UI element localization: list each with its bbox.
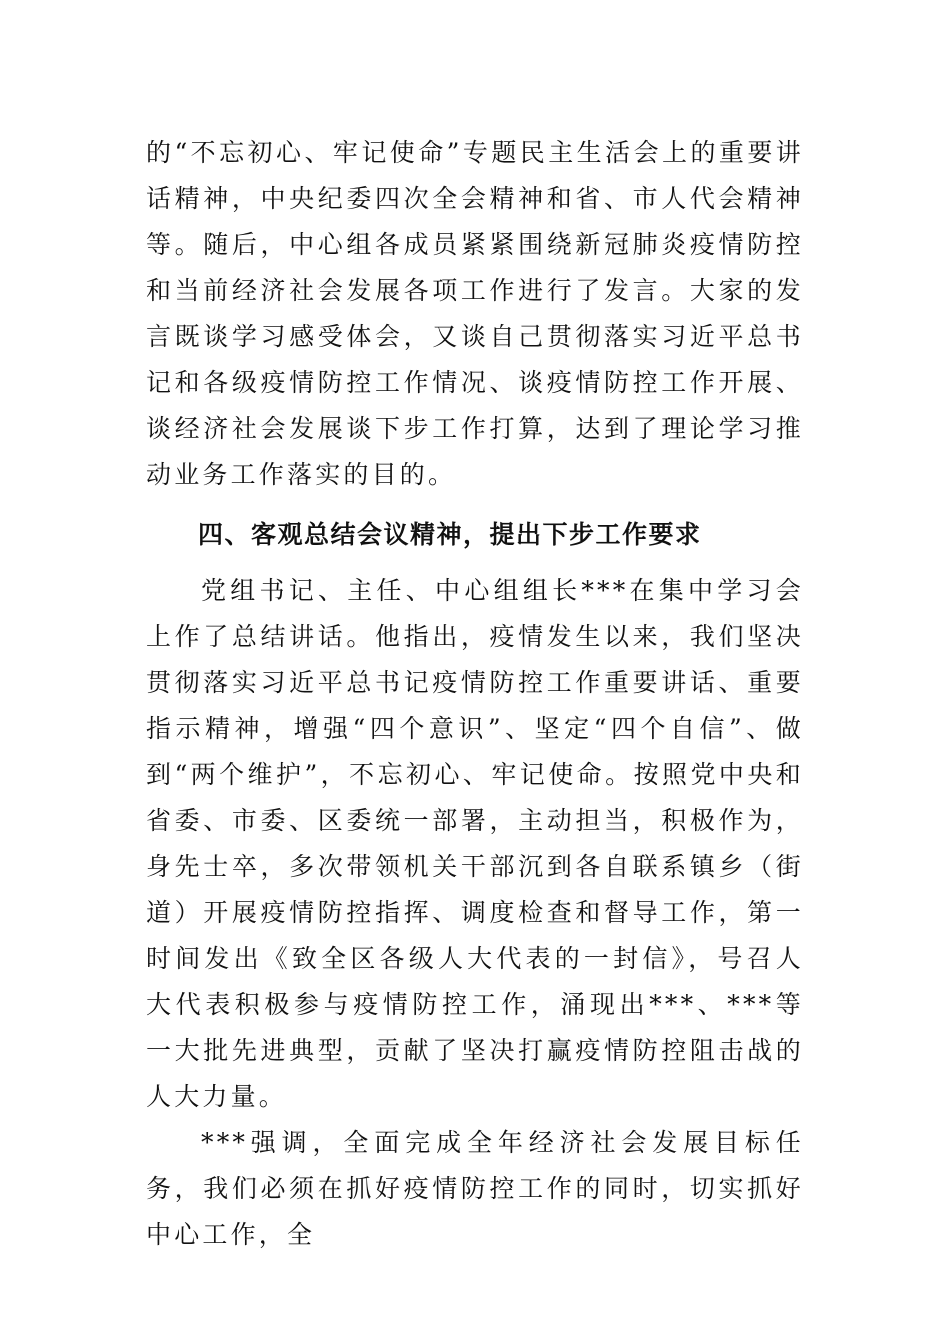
paragraph-summary-speech: 党组书记、主任、中心组组长***在集中学习会上作了总结讲话。他指出，疫情发生以来，我们坚决贯彻落实习近平总书记疫情防控工作重要讲话、重要指示精神，增强“四个意识”、坚定“四个自信”、做到“两个维护”，不忘初心、牢记使命。按照党中央和省委、市委、区委统一部署，主动担当，积极作为，身先士卒，多次带领机关干部沉到各自联系镇乡（街道）开展疫情防控指挥、调度检查和督导工作，第一时间发出《致全区各级人大代表的一封信》，号召人大代表积极参与疫情防控工作，涌现出***、***等一大批先进典型，贡献了坚决打赢疫情防控阻击战的人大力量。 [146, 576, 804, 1111]
document-body [146, 130, 804, 1258]
paragraph-continued: 的“不忘初心、牢记使命”专题民主生活会上的重要讲话精神，中央纪委四次全会精神和省、市人代会精神等。随后，中心组各成员紧紧围绕新冠肺炎疫情防控和当前经济社会发展各项工作进行了发言。大家的发言既谈学习感受体会，又谈自己贯彻落实习近平总书记和各级疫情防控工作情况、谈疫情防控工作开展、谈经济社会发展谈下步工作打算，达到了理论学习推动业务工作落实的目的。 [146, 138, 804, 489]
paragraph-emphasis: ***强调，全面完成全年经济社会发展目标任务，我们必须在抓好疫情防控工作的同时，切实抓好中心工作，全 [146, 1128, 804, 1249]
section-heading: 四、客观总结会议精神，提出下步工作要求 [198, 520, 702, 549]
